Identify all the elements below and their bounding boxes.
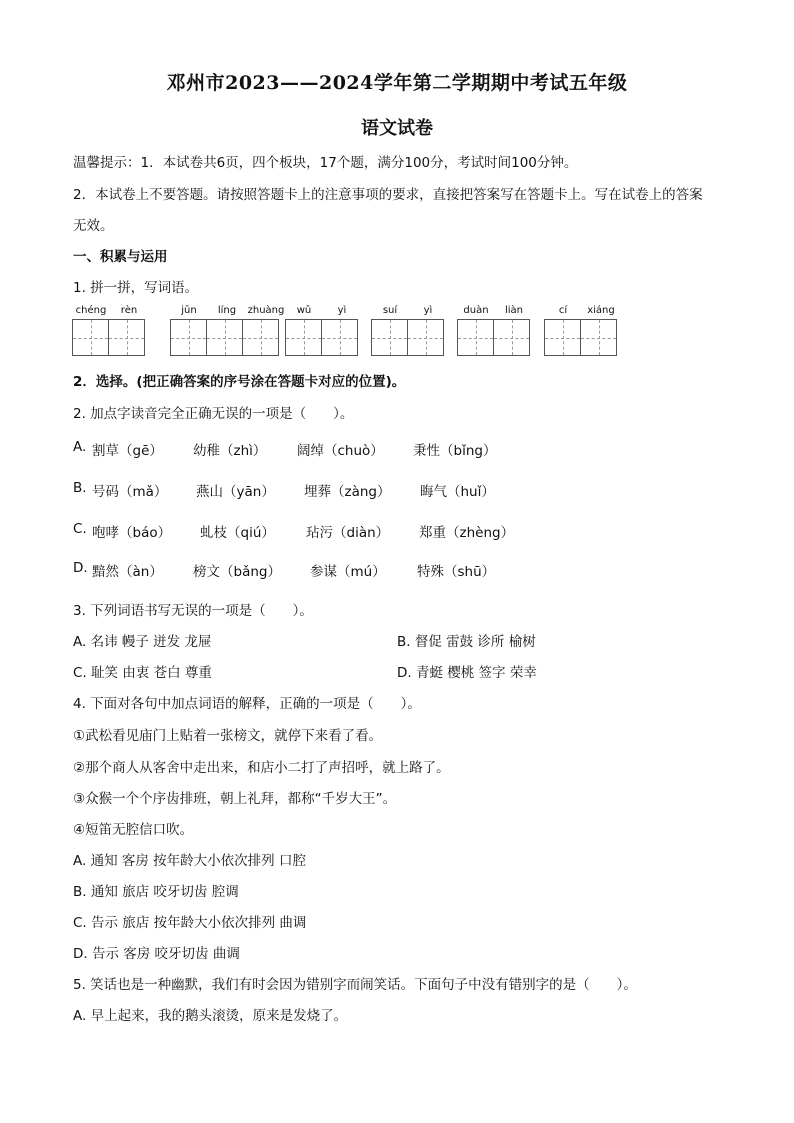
question-4-stem: 4. 下面对各句中加点词语的解释，正确的一项是（ ）。 <box>73 696 421 712</box>
pinyin-label: yì <box>337 305 347 316</box>
option-item: 割草（gē） <box>92 443 163 459</box>
q3-option-d: D. 青蜓 樱桃 签字 荣幸 <box>397 665 537 681</box>
option-item: 玷污（diàn） <box>306 525 390 541</box>
pinyin-label: duàn <box>463 305 489 316</box>
q3-option-c: C. 耻笑 由衷 苍白 尊重 <box>73 665 212 681</box>
q4-option-b: B. 通知 旅店 咬牙切齿 腔调 <box>73 884 239 900</box>
pinyin-label: yì <box>423 305 433 316</box>
writing-boxes <box>544 319 616 357</box>
q4-option-d: D. 告示 客房 咬牙切齿 曲调 <box>73 946 240 962</box>
q5-option-a: A. 早上起来，我的鹅头滚烫，原来是发烧了。 <box>73 1008 348 1024</box>
q4-sentence-2: ②那个商人从客舍中走出来，和店小二打了声招呼，就上路了。 <box>73 760 450 776</box>
q4-option-c: C. 告示 旅店 按年龄大小依次排列 曲调 <box>73 915 307 931</box>
q3-option-b: B. 督促 雷鼓 诊所 榆树 <box>397 634 536 650</box>
option-item: 燕山（yān） <box>196 484 275 500</box>
writing-box[interactable] <box>580 319 617 356</box>
writing-boxes <box>170 319 278 357</box>
option-item: 特殊（shū） <box>417 564 496 580</box>
option-item: 参谋（mú） <box>310 564 386 580</box>
pinyin-label: líng <box>217 305 237 316</box>
writing-box[interactable] <box>72 319 109 356</box>
option-item: 榜文（bǎng） <box>193 564 281 580</box>
writing-box[interactable] <box>206 319 243 356</box>
question-2-heading: 2．选择。(把正确答案的序号涂在答题卡对应的位置)。 <box>73 374 406 390</box>
option-item: 号码（mǎ） <box>92 484 168 500</box>
option-label: B. <box>73 480 87 496</box>
q4-sentence-1: ①武松看见庙门上贴着一张榜文，就停下来看了看。 <box>73 728 383 744</box>
pinyin-label: xiáng <box>587 305 615 316</box>
question-2-stem: 2. 加点字读音完全正确无误的一项是（ ）。 <box>73 406 354 422</box>
writing-boxes <box>72 319 144 357</box>
writing-box[interactable] <box>544 319 581 356</box>
pinyin-label: jūn <box>181 305 197 316</box>
writing-boxes <box>457 319 529 357</box>
q3-option-a: A. 名讳 幔子 迸发 龙屉 <box>73 634 212 650</box>
writing-boxes <box>371 319 443 357</box>
writing-box[interactable] <box>407 319 444 356</box>
pinyin-label: chéng <box>75 305 107 316</box>
option-item: 晦气（huǐ） <box>420 484 495 500</box>
writing-box[interactable] <box>371 319 408 356</box>
option-item: 秉性（bǐng） <box>413 443 497 459</box>
pinyin-label: zhuàng <box>247 305 285 316</box>
pinyin-label: liàn <box>504 305 524 316</box>
option-label: D. <box>73 560 88 576</box>
writing-box[interactable] <box>108 319 145 356</box>
option-item: 咆哮（báo） <box>92 525 172 541</box>
q4-option-a: A. 通知 客房 按年龄大小依次排列 口腔 <box>73 853 306 869</box>
q4-sentence-4: ④短笛无腔信口吹。 <box>73 822 194 838</box>
question-1-stem: 1. 拼一拼，写词语。 <box>73 280 199 296</box>
pinyin-label: cí <box>558 305 568 316</box>
pinyin-label: wǔ <box>296 305 312 316</box>
writing-box[interactable] <box>242 319 279 356</box>
notice-line-3: 无效。 <box>73 218 114 234</box>
notice-line-1: 温馨提示：1．本试卷共6页，四个板块，17个题，满分100分，考试时间100分钟。 <box>73 155 578 171</box>
writing-box[interactable] <box>493 319 530 356</box>
pinyin-label: suí <box>382 305 398 316</box>
option-item: 虬枝（qiú） <box>200 525 275 541</box>
option-label: A. <box>73 439 87 455</box>
writing-box[interactable] <box>285 319 322 356</box>
option-item: 幼稚（zhì） <box>193 443 267 459</box>
option-item: 黯然（àn） <box>92 564 163 580</box>
writing-boxes <box>285 319 357 357</box>
option-item: 埋葬（zàng） <box>304 484 391 500</box>
option-item: 阔绰（chuò） <box>297 443 384 459</box>
pinyin-label: rèn <box>120 305 138 316</box>
section-heading: 一、积累与运用 <box>73 249 168 265</box>
q4-sentence-3: ③众猴一个个序齿排班，朝上礼拜，都称“千岁大王”。 <box>73 791 397 807</box>
writing-box[interactable] <box>321 319 358 356</box>
exam-title: 邓州市2023——2024学年第二学期期中考试五年级 <box>166 72 628 94</box>
option-item: 郑重（zhèng） <box>419 525 515 541</box>
exam-subtitle: 语文试卷 <box>361 118 433 139</box>
question-5-stem: 5. 笑话也是一种幽默，我们有时会因为错别字而闹笑话。下面句子中没有错别字的是（ ）。 <box>73 977 637 993</box>
notice-line-2: 2．本试卷上不要答题。请按照答题卡上的注意事项的要求，直接把答案写在答题卡上。写在试卷上的答案 <box>73 187 703 203</box>
writing-box[interactable] <box>170 319 207 356</box>
option-label: C. <box>73 521 87 537</box>
writing-box[interactable] <box>457 319 494 356</box>
question-3-stem: 3. 下列词语书写无误的一项是（ ）。 <box>73 603 313 619</box>
